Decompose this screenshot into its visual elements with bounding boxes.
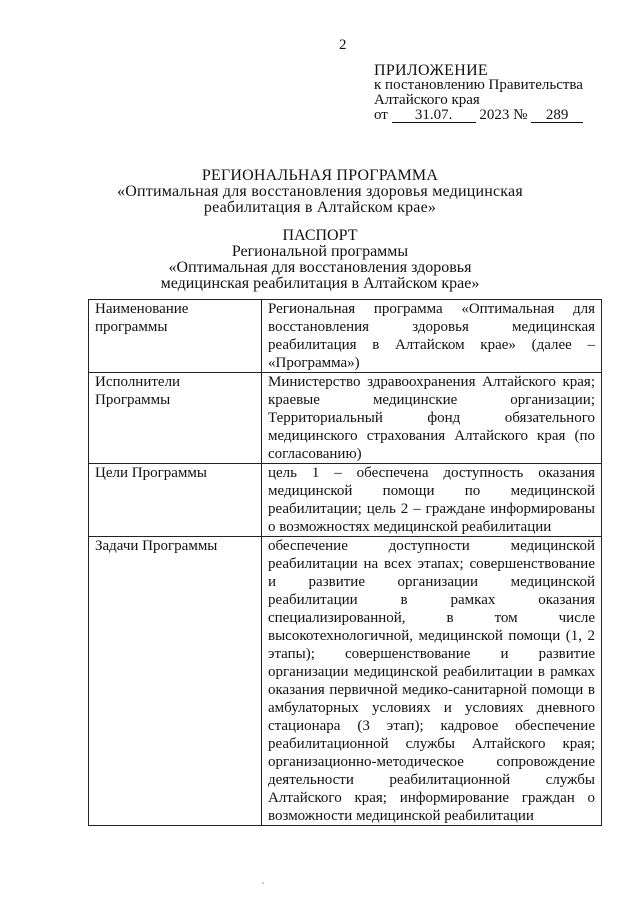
passport-line3: медицинская реабилитация в Алтайском крае» xyxy=(160,275,480,292)
approval-line2: Алтайского края xyxy=(374,92,480,108)
row-value: Региональная программа «Оптимальная для восстановления здоровья медицинская реабилитация в Алтайском крае» (далее – «Программа») xyxy=(262,300,602,373)
program-subtitle-line1: «Оптимальная для восстановления здоровья медицинская xyxy=(117,183,523,200)
approval-year: 2023 xyxy=(479,107,510,123)
program-title: РЕГИОНАЛЬНАЯ ПРОГРАММА xyxy=(201,167,439,184)
page-number: 2 xyxy=(339,37,347,53)
passport-line2: «Оптимальная для восстановления здоровья xyxy=(168,259,472,276)
table-row xyxy=(89,464,602,537)
table-row xyxy=(89,537,602,826)
row-label: Задачи Программы xyxy=(89,537,262,826)
program-subtitle-line2: реабилитация в Алтайском крае» xyxy=(203,199,437,216)
passport-title: ПАСПОРТ xyxy=(282,227,358,244)
row-label: Исполнители Программы xyxy=(89,373,262,464)
passport-table xyxy=(88,299,602,826)
row-label: Наименование программы xyxy=(89,300,262,373)
row-value: цель 1 – обеспечена доступность оказания медицинской помощи по медицинской реабилитации; цель 2 – граждане информированы о возможностях медицинской реабилитации xyxy=(262,464,602,537)
approval-date: 31.07. xyxy=(392,108,476,123)
row-label: Цели Программы xyxy=(89,464,262,537)
passport-line1: Региональной программы xyxy=(231,243,409,260)
program-heading xyxy=(0,168,640,216)
table-row xyxy=(89,300,602,373)
number-sign: № xyxy=(513,107,528,123)
approval-line1: к постановлению Правительства xyxy=(374,77,583,93)
from-label: от xyxy=(374,107,388,123)
approval-date-line xyxy=(374,108,583,123)
table-row xyxy=(89,373,602,464)
approval-title: ПРИЛОЖЕНИЕ xyxy=(374,62,489,79)
row-value: обеспечение доступности медицинской реабилитации на всех этапах; совершенствование и развитие организации медицинской реабилитации в рамках оказания специализированной, в том числе высокотехнологичной, медицинской помощи (1, 2 этапы); совершенствование и развитие организации медицинской реабилитации в рамках оказания первичной медико-санитарной помощи в амбулаторных условиях и условиях дневного стационара (3 этап); кадровое обеспечение реабилитационной службы Алтайского края; организационно-методическое сопровождение деятельности реабилитационной службы Алтайского края; информирование граждан о возможности медицинской реабилитации xyxy=(262,537,602,826)
approval-block xyxy=(374,63,583,123)
row-value: Министерство здравоохранения Алтайского края; краевые медицинские организации; Территориальный фонд обязательного медицинского страхования Алтайского края (по согласованию) xyxy=(262,373,602,464)
scan-artifact xyxy=(262,882,264,884)
approval-number: 289 xyxy=(531,108,583,123)
passport-heading xyxy=(0,228,640,292)
